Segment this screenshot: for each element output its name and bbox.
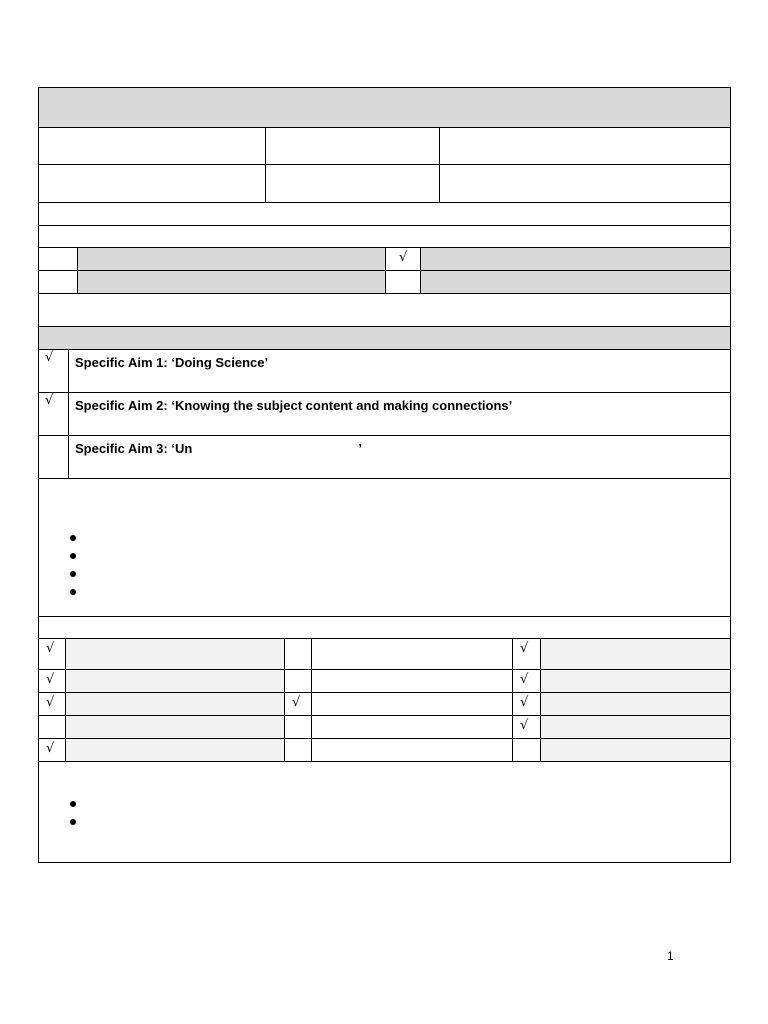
grid-tick-cell	[284, 739, 311, 761]
aim-label: Specific Aim 3: ‘Un ’	[75, 441, 363, 456]
aims-header-band	[39, 327, 730, 350]
grid-label-cell	[540, 739, 730, 761]
grid-tick-cell	[512, 739, 540, 761]
tick-mark: √	[46, 641, 55, 656]
grid-row	[39, 739, 730, 762]
grid-label-cell	[311, 670, 512, 692]
grid-label-cell	[311, 693, 512, 715]
tick-mark: √	[520, 641, 529, 656]
grid-row	[39, 670, 730, 693]
aim-row-3	[39, 436, 730, 479]
tick-mark: √	[292, 695, 301, 710]
grid-tick-cell	[284, 693, 311, 715]
grid-label-cell	[311, 639, 512, 669]
grid-tick-cell	[512, 716, 540, 738]
grid-label-cell	[540, 639, 730, 669]
info-cell	[439, 165, 730, 202]
tick-mark: √	[46, 695, 55, 710]
page-number: 1	[667, 949, 674, 963]
tick-mark: √	[46, 741, 55, 756]
option-row-2	[39, 271, 730, 294]
info-row-1	[39, 128, 730, 165]
grid-row	[39, 716, 730, 739]
option-label-cell	[420, 271, 730, 293]
grid-tick-cell	[512, 639, 540, 669]
form-header-band	[39, 88, 730, 128]
grid-tick-cell	[39, 739, 65, 761]
grid-label-cell	[311, 716, 512, 738]
grid-tick-cell	[512, 670, 540, 692]
option-tick-cell	[385, 271, 421, 293]
grid-label-cell	[65, 716, 284, 738]
tick-mark: √	[45, 393, 54, 408]
blank-row	[39, 203, 730, 226]
grid-tick-cell	[284, 716, 311, 738]
blank-row-tall	[39, 294, 730, 327]
option-tick-cell	[385, 248, 421, 270]
option-label-cell	[77, 248, 385, 270]
option-label-cell	[420, 248, 730, 270]
form-frame	[38, 87, 731, 863]
grid-tick-cell	[284, 639, 311, 669]
grid-label-cell	[65, 670, 284, 692]
grid-label-cell	[540, 670, 730, 692]
aim-label: Specific Aim 2: ‘Knowing the subject content and making connections’	[75, 398, 513, 413]
grid-label-cell	[540, 716, 730, 738]
bullet-section-1	[39, 479, 730, 617]
grid-tick-cell	[39, 693, 65, 715]
tick-mark: √	[45, 350, 54, 365]
grid-tick-cell	[39, 639, 65, 669]
info-cell	[265, 128, 439, 164]
grid-tick-cell	[284, 670, 311, 692]
grid-tick-cell	[39, 670, 65, 692]
option-label-cell	[77, 271, 385, 293]
tick-mark: √	[399, 250, 408, 265]
bullet-section-2	[39, 762, 730, 862]
option-row-1	[39, 248, 730, 271]
grid-label-cell	[65, 739, 284, 761]
tick-mark: √	[46, 672, 55, 687]
grid-tick-cell	[512, 693, 540, 715]
blank-row	[39, 617, 730, 639]
info-cell	[265, 165, 439, 202]
aim-label: Specific Aim 1: ‘Doing Science’	[75, 355, 269, 370]
tick-mark: √	[520, 695, 529, 710]
grid-label-cell	[65, 693, 284, 715]
grid-row	[39, 693, 730, 716]
grid-label-cell	[65, 639, 284, 669]
aim-row-1	[39, 350, 730, 393]
grid-tick-cell	[39, 716, 65, 738]
info-cell	[439, 128, 730, 164]
tick-mark: √	[520, 672, 529, 687]
info-row-2	[39, 165, 730, 203]
blank-row	[39, 226, 730, 248]
aim-row-2	[39, 393, 730, 436]
grid-label-cell	[311, 739, 512, 761]
grid-label-cell	[540, 693, 730, 715]
grid-row	[39, 639, 730, 670]
tick-mark: √	[520, 718, 529, 733]
